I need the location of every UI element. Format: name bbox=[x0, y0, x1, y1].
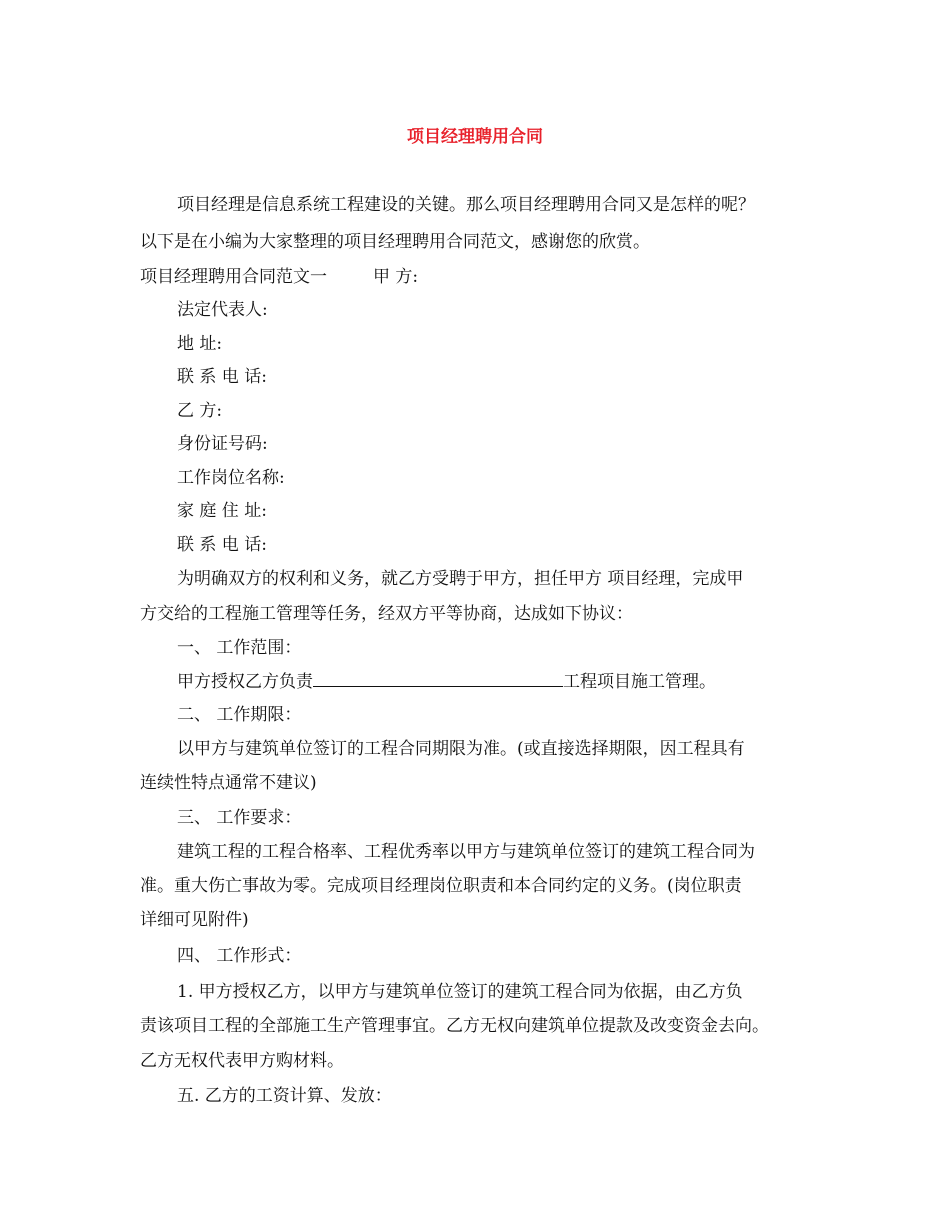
party-a-label: 甲 方: bbox=[373, 267, 419, 287]
phone-field-2: 联 系 电 话: bbox=[177, 535, 267, 555]
section-2-line-1: 以甲方与建筑单位签订的工程合同期限为准。(或直接选择期限，因工程具有 bbox=[177, 739, 745, 759]
section-1-text-after: 工程项目施工管理。 bbox=[563, 672, 716, 692]
phone-field-1: 联 系 电 话: bbox=[177, 367, 267, 387]
section-3-line-3: 详细可见附件) bbox=[140, 910, 249, 930]
home-address-field: 家 庭 住 址: bbox=[177, 501, 267, 521]
section-4-line-2: 责该项目工程的全部施工生产管理事宜。乙方无权向建筑单位提款及改变资金去向。 bbox=[140, 1016, 769, 1036]
section-1-heading: 一、 工作范围： bbox=[177, 638, 302, 658]
section-2-line-2: 连续性特点通常不建议) bbox=[140, 773, 317, 793]
legal-rep-field: 法定代表人: bbox=[177, 300, 268, 320]
section-3-line-2: 准。重大伤亡事故为零。完成项目经理岗位职责和本合同约定的义务。(岗位职责 bbox=[140, 876, 742, 896]
address-field: 地 址: bbox=[177, 334, 223, 354]
id-number-field: 身份证号码: bbox=[177, 434, 268, 454]
party-b-field: 乙 方: bbox=[177, 401, 223, 421]
sample-heading-row bbox=[140, 265, 418, 289]
sample-heading: 项目经理聘用合同范文一 bbox=[140, 267, 327, 287]
section-4-line-1: 1. 甲方授权乙方，以甲方与建筑单位签订的建筑工程合同为依据，由乙方负 bbox=[177, 982, 743, 1002]
purpose-line-2: 方交给的工程施工管理等任务，经双方平等协商，达成如下协议： bbox=[140, 604, 633, 624]
fill-in-blank bbox=[313, 670, 563, 687]
intro-line-2: 以下是在小编为大家整理的项目经理聘用合同范文，感谢您的欣赏。 bbox=[140, 232, 650, 252]
section-1-text-before: 甲方授权乙方负责 bbox=[177, 672, 313, 692]
section-2-heading: 二、 工作期限： bbox=[177, 705, 302, 725]
section-3-heading: 三、 工作要求： bbox=[177, 808, 302, 828]
position-field: 工作岗位名称: bbox=[177, 468, 285, 488]
section-5-heading: 五. 乙方的工资计算、发放： bbox=[177, 1086, 392, 1106]
section-4-heading: 四、 工作形式： bbox=[177, 946, 302, 966]
section-1-text bbox=[177, 670, 716, 694]
section-4-line-3: 乙方无权代表甲方购材料。 bbox=[140, 1051, 344, 1071]
document-title: 项目经理聘用合同 bbox=[407, 127, 543, 147]
section-3-line-1: 建筑工程的工程合格率、工程优秀率以甲方与建筑单位签订的建筑工程合同为 bbox=[177, 842, 755, 862]
purpose-line-1: 为明确双方的权利和义务，就乙方受聘于甲方，担任甲方 项目经理，完成甲 bbox=[177, 569, 744, 589]
intro-line-1: 项目经理是信息系统工程建设的关键。那么项目经理聘用合同又是怎样的呢？ bbox=[177, 195, 755, 215]
